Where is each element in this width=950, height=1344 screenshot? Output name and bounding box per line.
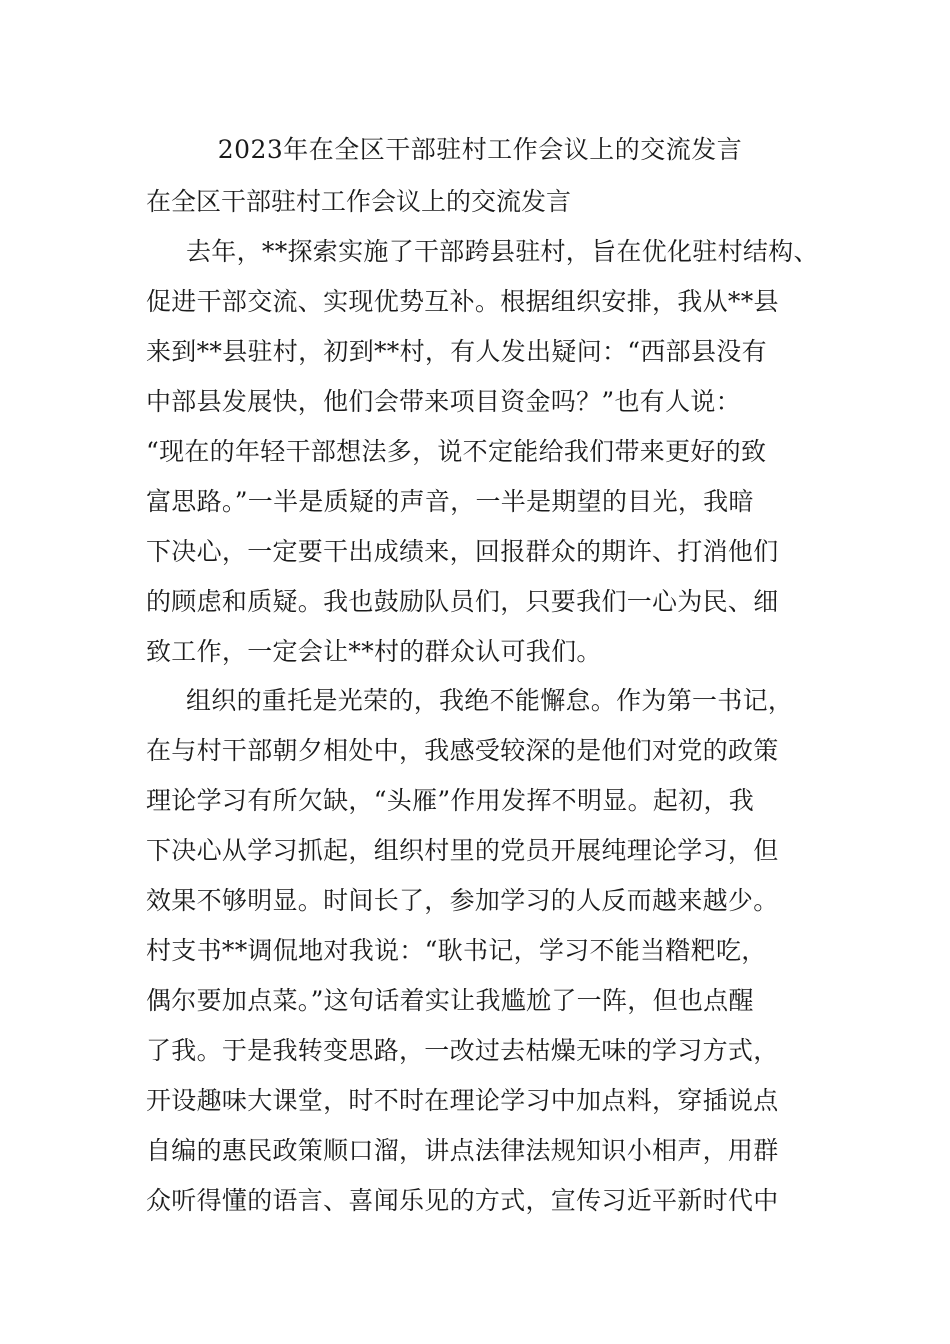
document-subtitle: 在全区干部驻村工作会议上的交流发言 <box>146 187 572 216</box>
paragraph-1-line-5: “现在的年轻干部想法多，说不定能给我们带来更好的致 <box>146 437 767 466</box>
paragraph-2-line-3: 理论学习有所欠缺，“头雁”作用发挥不明显。起初，我 <box>146 786 755 815</box>
paragraph-2-line-11: 众听得懂的语言、喜闻乐见的方式，宣传习近平新时代中 <box>146 1186 779 1215</box>
paragraph-2-line-5: 效果不够明显。时间长了，参加学习的人反而越来越少。 <box>146 886 779 915</box>
paragraph-2-line-10: 自编的惠民政策顺口溜，讲点法律法规知识小相声，用群 <box>146 1136 779 1165</box>
paragraph-2-line-8: 了我。于是我转变思路，一改过去枯燥无味的学习方式， <box>146 1036 779 1065</box>
paragraph-2-line-2: 在与村干部朝夕相处中，我感受较深的是他们对党的政策 <box>146 736 779 765</box>
paragraph-1-line-4: 中部县发展快，他们会带来项目资金吗？”也有人说： <box>146 387 741 416</box>
paragraph-1-line-6: 富思路。”一半是质疑的声音，一半是期望的目光，我暗 <box>146 487 754 516</box>
document-title: 2023年在全区干部驻村工作会议上的交流发言 <box>217 135 743 164</box>
paragraph-1-line-1: 去年，**探索实施了干部跨县驻村，旨在优化驻村结构、 <box>186 237 819 266</box>
paragraph-1-line-7: 下决心，一定要干出成绩来，回报群众的期许、打消他们 <box>146 537 779 566</box>
paragraph-2-line-4: 下决心从学习抓起，组织村里的党员开展纯理论学习，但 <box>146 836 779 865</box>
paragraph-1-line-3: 来到**县驻村，初到**村，有人发出疑问：“西部县没有 <box>146 337 767 366</box>
paragraph-2-line-7: 偶尔要加点菜。”这句话着实让我尴尬了一阵，但也点醒 <box>146 986 754 1015</box>
paragraph-2-line-6: 村支书**调侃地对我说：“耿书记，学习不能当糌粑吃， <box>146 936 767 965</box>
paragraph-1-line-8: 的顾虑和质疑。我也鼓励队员们，只要我们一心为民、细 <box>146 587 779 616</box>
paragraph-1-line-9: 致工作，一定会让**村的群众认可我们。 <box>146 637 602 666</box>
paragraph-2-line-1: 组织的重托是光荣的，我绝不能懈怠。作为第一书记， <box>186 686 794 715</box>
paragraph-1-line-2: 促进干部交流、实现优势互补。根据组织安排，我从**县 <box>146 287 779 316</box>
paragraph-2-line-9: 开设趣味大课堂，时不时在理论学习中加点料，穿插说点 <box>146 1086 779 1115</box>
